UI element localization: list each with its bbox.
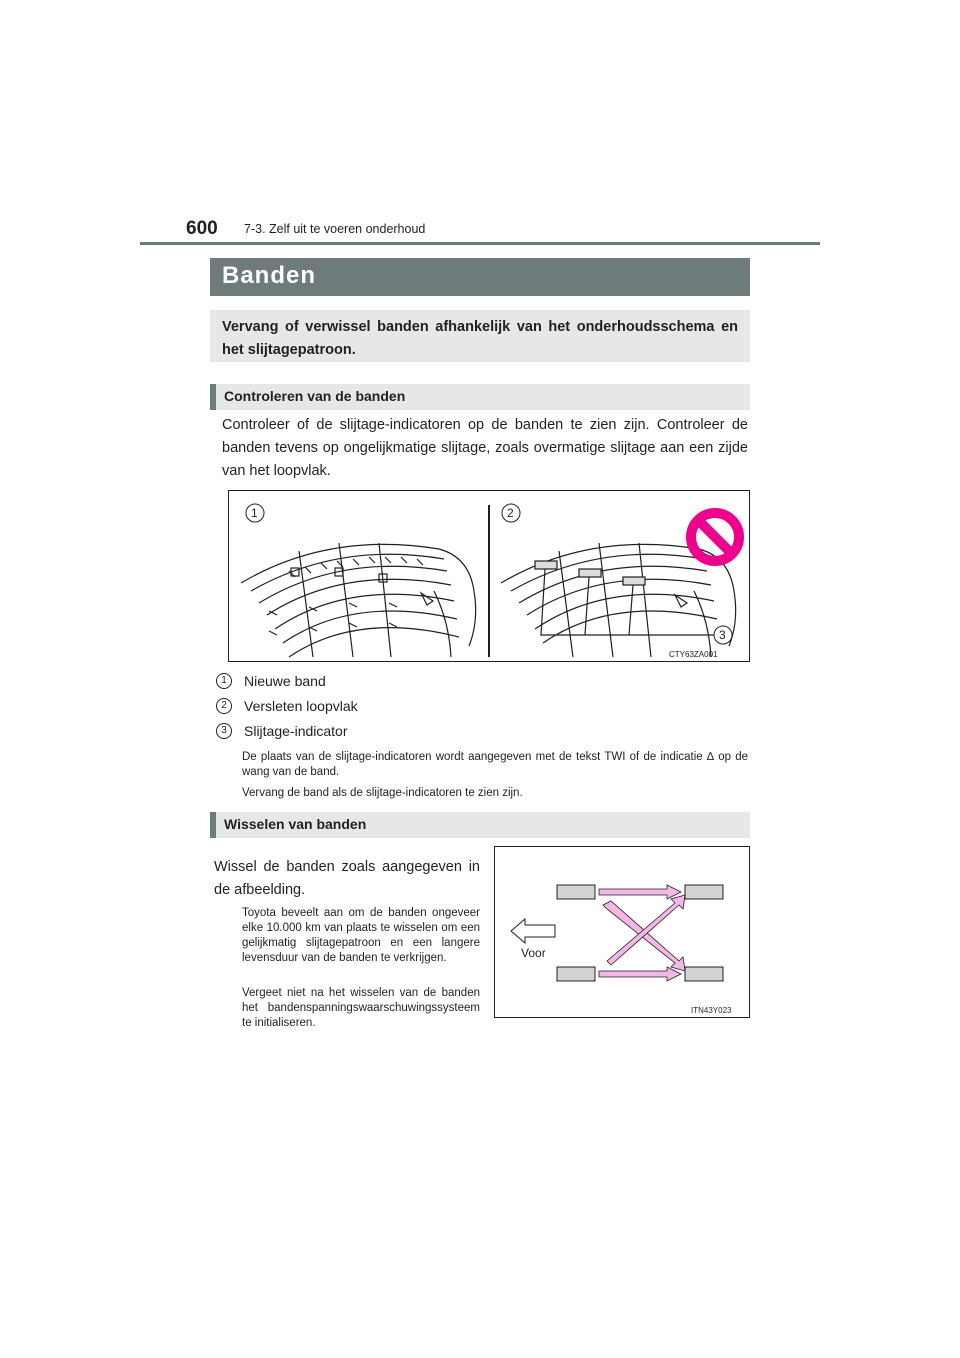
legend-num-circle: 1 [216, 673, 232, 689]
legend-text: Slijtage-indicator [244, 723, 348, 739]
tire-wear-illustration [229, 491, 749, 661]
inspect-heading: Controleren van de banden [224, 388, 406, 404]
inspect-heading-bar [210, 384, 750, 410]
rotate-heading: Wisselen van banden [224, 816, 367, 832]
figure-label-3: 3 [719, 628, 726, 642]
header-rule [140, 242, 820, 245]
front-direction-arrow-icon [511, 919, 555, 943]
arrow-diagonal-up [607, 895, 685, 965]
figure-code: ITN43Y023 [691, 1006, 732, 1015]
replace-note: Vervang de band als de slijtage-indicatoren te zien zijn. [242, 787, 523, 799]
legend-item-2 [216, 698, 358, 714]
legend-num-circle: 2 [216, 698, 232, 714]
page-title: Banden [222, 262, 317, 289]
tire-front-left [557, 885, 595, 899]
legend-text: Versleten loopvlak [244, 698, 358, 714]
tire-rotation-figure [494, 846, 750, 1018]
indicator-note: De plaats van de slijtage-indicatoren wordt aangegeven met de tekst TWI of de indicatie ∆ op de wang van de band. [242, 751, 748, 778]
tire-front-right [685, 885, 723, 899]
rotation-arrows [599, 885, 685, 981]
new-tire-drawing [241, 543, 476, 657]
prohibition-icon [691, 513, 739, 561]
figure-label-1: 1 [251, 506, 258, 520]
section-label: 7-3. Zelf uit te voeren onderhoud [244, 222, 426, 236]
rotate-body: Wissel de banden zoals aangegeven in de afbeelding. [214, 859, 480, 898]
figure-code: CTY63ZA001 [669, 650, 718, 659]
intro-text: Vervang of verwissel banden afhankelijk van het onderhoudsschema en het slijtagepatroon. [222, 319, 738, 358]
tire-rear-left [557, 967, 595, 981]
page-number: 600 [186, 218, 218, 239]
rotate-interval-note: Toyota beveelt aan om de banden ongeveer elke 10.000 km van plaats te wisselen om een gelijkmatig slijtagepatroon en een langere levensduur van de banden te verkrijgen. [242, 907, 480, 964]
tire-wear-figure [228, 490, 750, 662]
legend-item-1 [216, 673, 326, 689]
front-label: Voor [521, 946, 546, 960]
legend-num-circle: 3 [216, 723, 232, 739]
tire-rotation-diagram [495, 847, 749, 1017]
figure-label-2: 2 [507, 506, 514, 520]
rotate-heading-bar [210, 812, 750, 838]
arrow-front [599, 885, 681, 899]
page-title-bar [210, 258, 750, 296]
arrow-rear [599, 967, 681, 981]
inspect-body: Controleer of de slijtage-indicatoren op de banden te zien zijn. Controleer de banden tevens op ongelijkmatige slijtage, zoals overmatige slijtage aan een zijde van het loopvlak. [222, 417, 748, 479]
intro-box [210, 310, 750, 362]
legend-text: Nieuwe band [244, 673, 326, 689]
tire-rear-right [685, 967, 723, 981]
legend-item-3 [216, 723, 348, 739]
tpms-reset-note: Vergeet niet na het wisselen van de banden het bandenspanningswaarschuwingssysteem te initialiseren. [242, 987, 480, 1029]
